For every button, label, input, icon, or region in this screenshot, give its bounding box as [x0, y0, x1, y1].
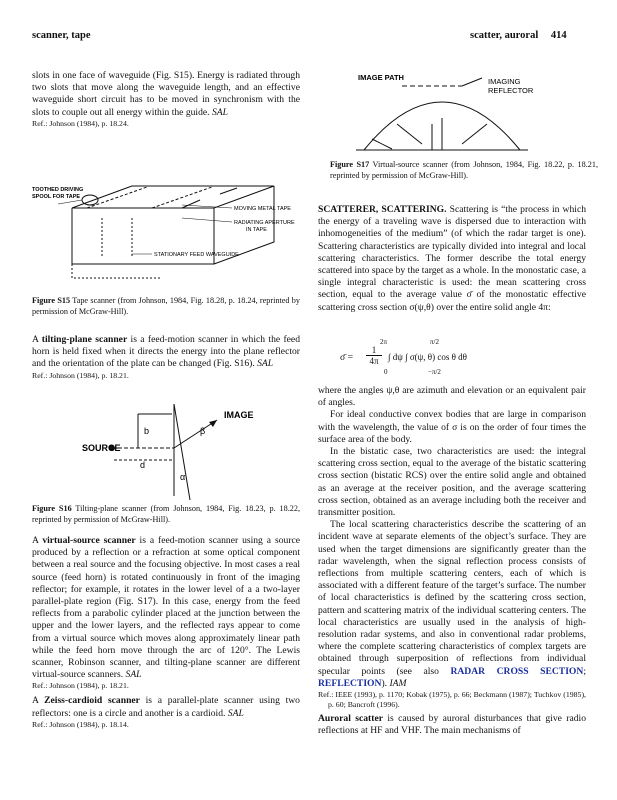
figure-s16-caption: Figure S16 Tilting-plane scanner (from Johnson, 1984, Fig. 18.23, p. 18.22, reprinted by permission of McGraw-Hill). — [32, 504, 300, 524]
page-number: 414 — [550, 30, 567, 41]
label-reflector: REFLECTOR — [488, 86, 534, 95]
label-image-path: IMAGE PATH — [358, 73, 404, 82]
paragraph-slots: slots in one face of waveguide (Fig. S15). Energy is radiated through two slots that move along the waveguide length, and an effective waveguide short circuit has to be moved in synchronism with the slots to couple out all energy within the guide. SAL — [32, 70, 300, 118]
left-column — [32, 70, 300, 129]
paragraph-bistatic: In the bistatic case, two characteristics are used: the integral scattering cross section, equal to the average of the bistatic scattering cross section (bistatic RCS) over the entire solid angle and obtained as an average at the receiver position, and the average scattering cross section, obtained as an average including both the receiver and transmitter position. — [318, 446, 586, 519]
paragraph-virtual-source: A virtual-source scanner is a feed-motion scanner using a source produced by a reflection or a refraction at some optical component between a real source and the focusing objective. In most cases a real source (feed horn) is rotated continuously in front of the imaging reflector; for example, it rotates in the lower level of a a two-layer parallel-plate region (Fig. S17). In this case, energy from the feed reflects from a parabolic cylinder placed at the junction between the upper and the lower layers, and the reflected rays appear to come from a virtual source which moves along approximately linear path while the feed horn move through the arc of 120°. The Lewis scanner, Robinson scanner, and tilting-plane scanner are different virtual-source scanners. SAL — [32, 535, 300, 681]
waveguide-top-face — [72, 186, 274, 208]
reference: Ref.: Johnson (1984), p. 18.21. — [32, 370, 129, 380]
label-image: IMAGE — [224, 410, 254, 420]
label-moving-tape: MOVING METAL TAPE — [234, 206, 291, 212]
label-stationary: STATIONARY FEED WAVEGUIDE — [154, 252, 239, 258]
paragraph-where: where the angles ψ,θ are azimuth and elevation or an equivalent pair of angles. — [318, 385, 586, 409]
link-radar-cross-section[interactable]: RADAR CROSS SECTION — [450, 665, 584, 677]
label-beta: β — [200, 426, 206, 436]
header-section: scatter, auroral — [470, 30, 539, 41]
paragraph-local: The local scattering characteristics describe the scattering of an incident wave at separate elements of the object’s surface. They are used when the target dimensions are significantly greater than the radar wavelength, when the signal reflection process consists of reflections from multiple scattering centers, each of which is associated with a different feature of the target’s surface. The number of local characteristics is defined by the scattering cross section, pattern and scattering matrix of the individual scattering centers. The local characteristics are usually used in the analysis of high-resolution radar systems, and also in conventional radar problems, where the complete scattering characteristics of complex targets are obtained through superposition of reflections from individual specular points (see also RADAR CROSS SECTION; REFLECTION). IAM — [318, 519, 586, 689]
paragraph-ideal: For ideal conductive convex bodies that are large in comparison with the wavelength, the value of σ is on the order of four times the surface area of the body. — [318, 409, 586, 445]
right-main-block — [318, 385, 586, 737]
figure-s17-virtual-source — [342, 64, 552, 156]
label-radiating-1: RADIATING APERTURE — [234, 220, 295, 226]
label-toothed-1: TOOTHED DRIVING — [32, 187, 84, 193]
reference: Ref.: Johnson (1984), p. 18.24. — [32, 118, 129, 128]
figure-s16-tilting-plane — [82, 400, 292, 500]
label-b: b — [144, 426, 150, 436]
paragraph-auroral: Auroral scatter is caused by auroral disturbances that give radio reflections at HF and VHF. The main mechanisms of — [318, 713, 586, 737]
label-imaging: IMAGING — [488, 77, 521, 86]
label-radiating-2: IN TAPE — [246, 227, 267, 233]
paragraph-zeiss: A Zeiss-cardioid scanner is a parallel-plate scanner using two reflectors: one is a circle and another is a cardioid. SAL — [32, 695, 300, 719]
figure-s17-caption: Figure S17 Virtual-source scanner (from Johnson, 1984, Fig. 18.22, p. 18.21, reprinted by permission of McGraw-Hill). — [330, 160, 598, 180]
label-source: SOURCE — [82, 443, 121, 453]
reference: Ref.: Johnson (1984), p. 18.14. — [32, 719, 129, 729]
paragraph-tilting: A tilting-plane scanner is a feed-motion scanner in which the feed horn is held fixed when it directs the energy into the plane reflector and the orientation of the plate can be changed (Fig. S16). SAL — [32, 334, 300, 370]
reference: Ref.: IEEE (1993), p. 1170; Kobak (1975), p. 66; Beckmann (1987); Tuchkov (1985), p. 60; Bancroft (1996). — [318, 690, 586, 710]
figure-s15-caption: Figure S15 Tape scanner (from Johnson, 1984, Fig. 18.28, p. 18.24, reprinted by permission of McGraw-Hill). — [32, 296, 300, 316]
label-d: d — [140, 460, 146, 470]
running-header-left: scanner, tape — [32, 30, 91, 41]
label-alpha: α — [180, 472, 186, 482]
label-toothed-2: SPOOL FOR TAPE — [32, 194, 81, 200]
figure-s15-tape-scanner — [32, 178, 302, 288]
running-header-right — [470, 30, 567, 41]
equation-mean-cross-section: σ̄ = 1 4π 2π π/2 ∫ dψ ∫ σ(ψ, θ) cos θ dθ 0 −π/2 — [340, 338, 467, 376]
left-tilting-block — [32, 334, 300, 381]
right-scatter-block — [318, 204, 586, 314]
reference: Ref.: Johnson (1984), p. 18.21. — [32, 681, 129, 691]
paragraph-scattering: SCATTERER, SCATTERING. Scattering is “the process in which the energy of a traveling wave is dispersed due to interaction with inhomogeneities of the medium” (of which the radar target is one). Scattering characteristics are typically divided into integral and local scattering characteristics. The former describe the total energy scattered into space by the target as a whole. In the monostatic case, a single integral characteristic is used: the mean scattering cross section, equal to the average value σ̄ of the monostatic effective scattering cross section σ(ψ,θ) over the entire solid angle 4π: — [318, 204, 587, 313]
left-virtual-block — [32, 535, 300, 730]
link-reflection[interactable]: REFLECTION — [318, 677, 382, 689]
